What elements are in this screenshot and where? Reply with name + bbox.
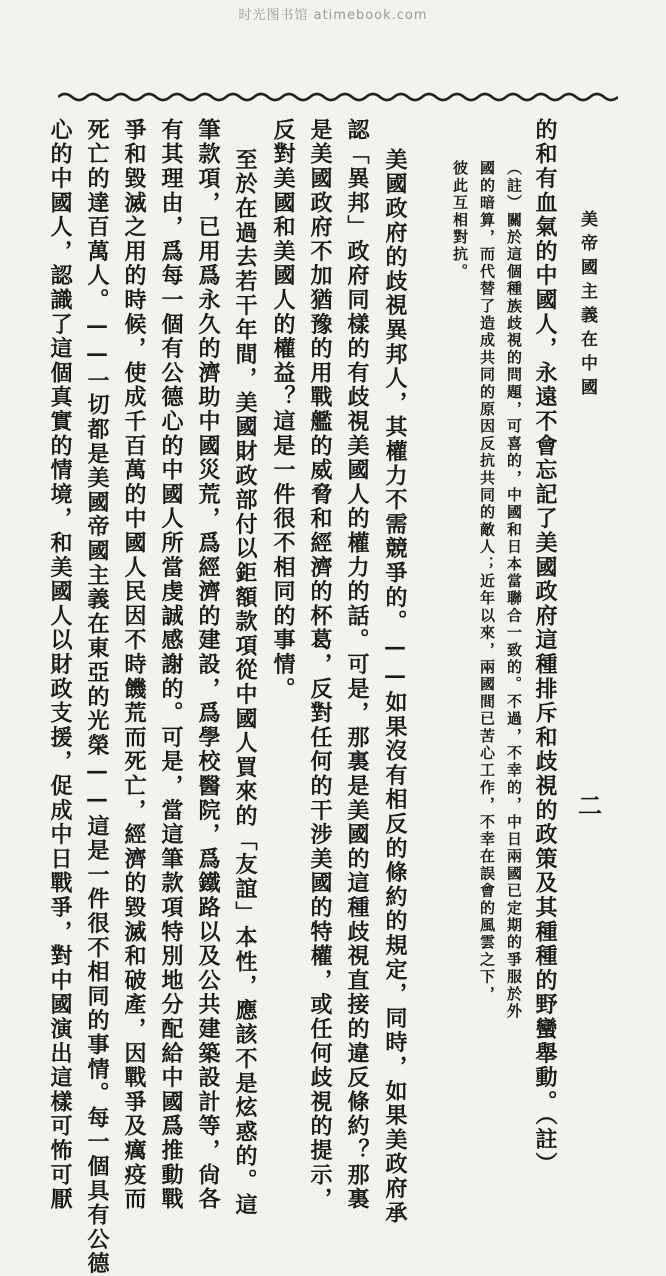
- text-column-1: 的和有血氣的中國人，永遠不會忘記了美國政府這種排斥和歧視的政策及其種種的野蠻舉動。（註）: [532, 118, 558, 1177]
- text-column-3: 認「異邦」政府同樣的有歧視美國人的權力的話。可是，那裏是美國的這種歧視直接的違反條約？那裏: [344, 118, 370, 1212]
- footnote-column-2: 國的暗算，而代替了造成共同的原因反抗共同的敵人；近年以來，兩國間已苦心工作，不幸在誤會的風雲之下，: [478, 160, 496, 1003]
- text-column-10: 死亡的達百萬人。——一切都是美國帝國主義在東亞的光榮——這是一件很不相同的事情。每一個具有公德: [84, 118, 110, 1276]
- text-column-11: 心的中國人，認識了這個真實的情境，和美國人以財政支援，促成中日戰爭，對中國演出這樣可怖可厭: [47, 118, 73, 1212]
- text-column-6: 至於在過去若干年間，美國財政部付以鉅額款項從中國人買來的「友誼」本性，應該不是炫惑的。這: [232, 148, 258, 1218]
- text-column-4: 是美國政府不加猶豫的用戰艦的威脅和經濟的杯葛，反對任何的干涉美國的特權，或任何歧視的提示，: [307, 118, 333, 1212]
- footnote-column-1: （註）關於這個種族歧視的問題，可喜的，中國和日本當聯合一致的。不過，不幸的，中日兩國已定期的爭服於外: [505, 160, 523, 1020]
- decorative-wavy-rule: [58, 88, 618, 102]
- text-column-9: 爭和毀滅之用的時候，使成千百萬的中國人民因不時饑荒而死亡，經濟的毀滅和破產，因戰爭及癘疫而: [121, 118, 147, 1212]
- running-header: 美帝國主義在中國: [577, 210, 597, 402]
- footnote-column-3: 彼此互相對抗。: [451, 160, 469, 281]
- text-column-2: 美國政府的歧視異邦人，其權力不需競爭的。——如果沒有相反的條約的規定，同時，如果美政府承: [382, 148, 408, 1226]
- text-column-7: 筆款項，已用爲永久的濟助中國災荒，爲經濟的建設，爲學校醫院，爲鐵路以及公共建築設計等，尙各: [195, 118, 221, 1212]
- text-column-5: 反對美國和美國人的權益？這是一件很不相同的事情。: [270, 118, 296, 702]
- watermark: 时光图书馆 atimebook.com: [238, 8, 428, 23]
- text-column-8: 有其理由，爲每一個有公德心的中國人所當虔誠感謝的。可是，當這筆款項特別地分配給中國爲推動戰: [158, 118, 184, 1212]
- page-number: 二: [578, 791, 602, 820]
